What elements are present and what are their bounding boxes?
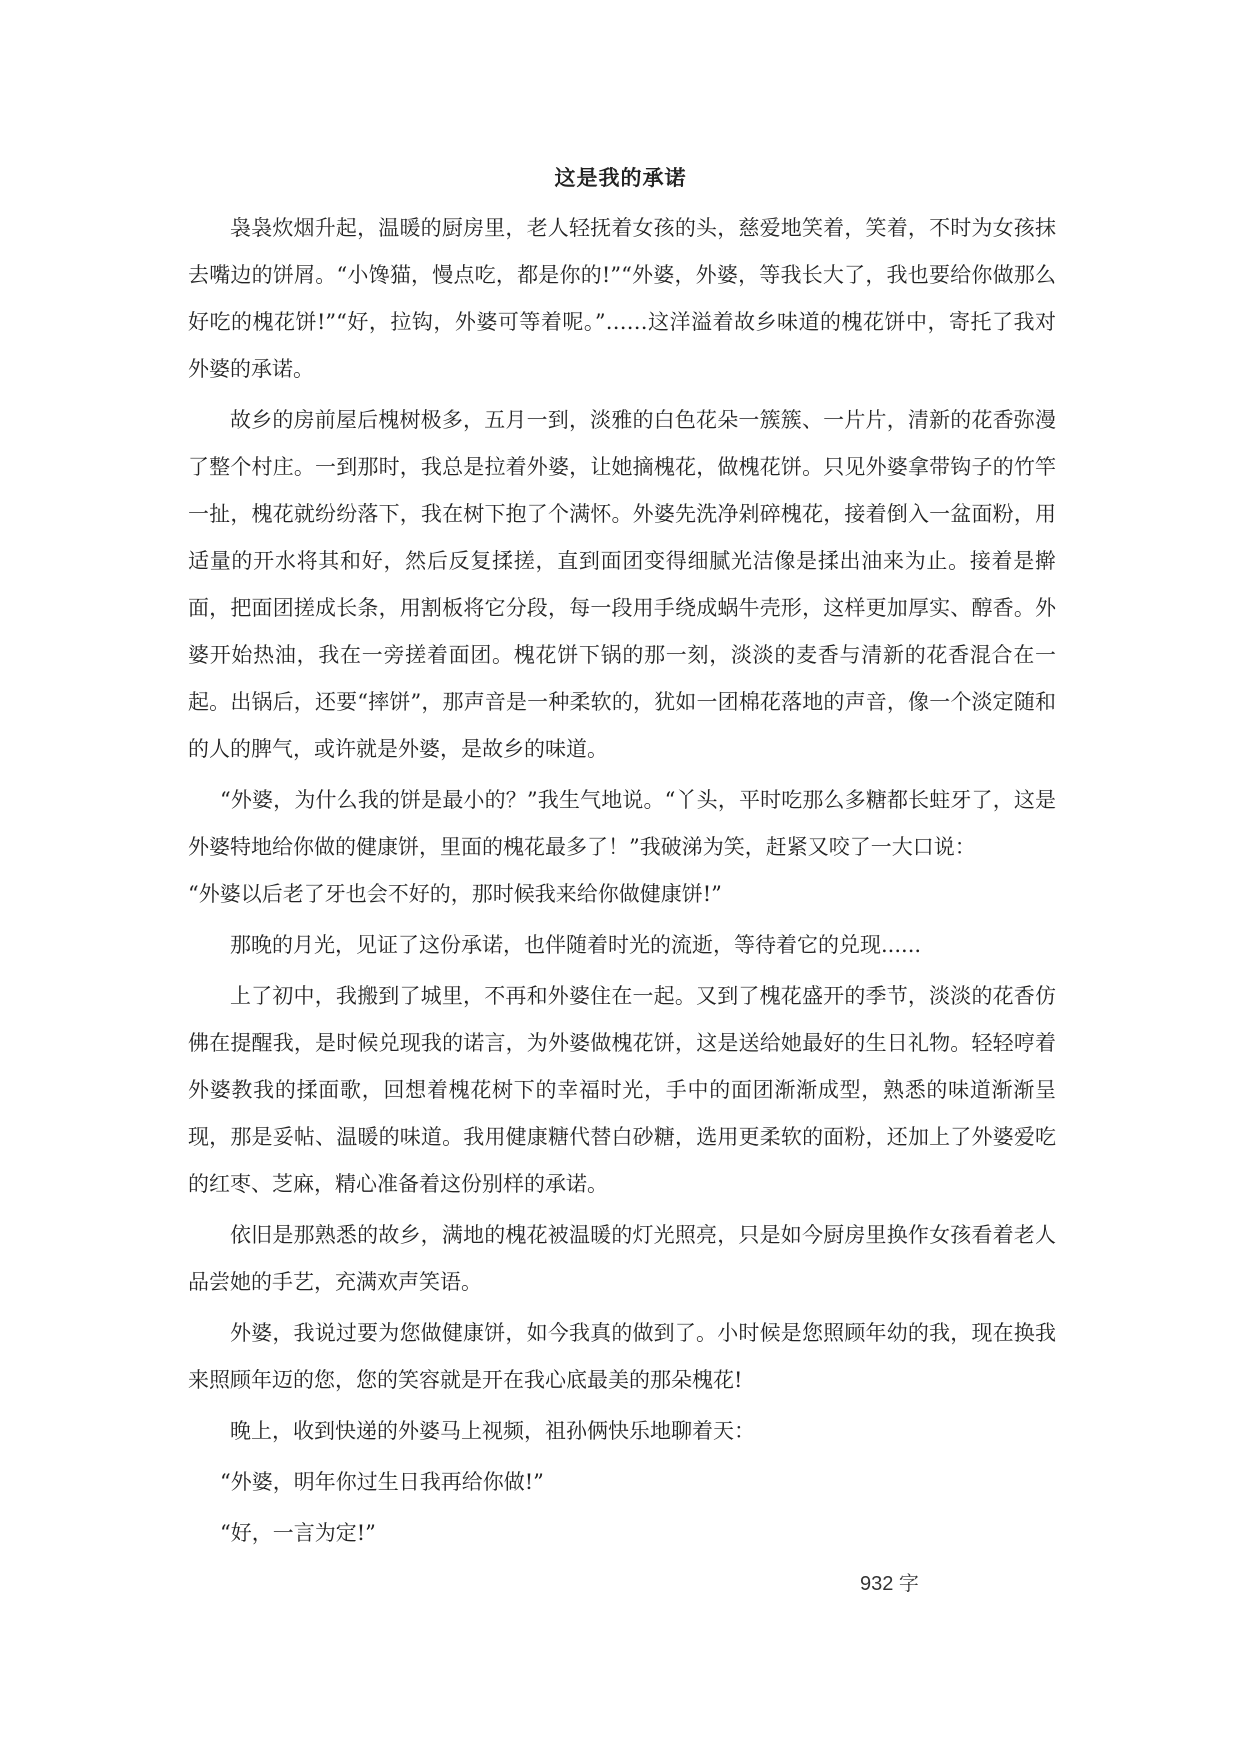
paragraph-10: “外婆，明年你过生日我再给你做!” (220, 1470, 544, 1494)
paragraph-5: 那晚的月光，见证了这份承诺，也伴随着时光的流逝，等待着它的兑现...... (230, 933, 922, 957)
paragraph-6: 上了初中，我搬到了城里，不再和外婆住在一起。又到了槐花盛开的季节，淡淡的花香仿佛在提醒我，是时候兑现我的诺言，为外婆做槐花饼，这是送给她最好的生日礼物。轻轻哼着外婆教我的揉面歌，回想着槐花树下的幸福时光，手中的面团渐渐成型，熟悉的味道渐渐呈现，那是妥帖、温暖的味道。我用健康糖代替白砂糖，选用更柔软的面粉，还加上了外婆爱吃的红枣、芝麻，精心准备着这份别样的承诺。 (188, 984, 1056, 1196)
essay-body (188, 205, 1056, 1561)
paragraph-4: “外婆以后老了牙也会不好的，那时候我来给你做健康饼!” (188, 882, 722, 906)
paragraph-7: 依旧是那熟悉的故乡，满地的槐花被温暖的灯光照亮，只是如今厨房里换作女孩看着老人品尝她的手艺，充满欢声笑语。 (188, 1223, 1056, 1294)
page-title: 这是我的承诺 (554, 165, 687, 190)
word-count: 932 字 (860, 1573, 919, 1595)
paragraph-2: 故乡的房前屋后槐树极多，五月一到，淡雅的白色花朵一簇簇、一片片，清新的花香弥漫了整个村庄。一到那时，我总是拉着外婆，让她摘槐花，做槐花饼。只见外婆拿带钩子的竹竿一扯，槐花就纷纷落下，我在树下抱了个满怀。外婆先洗净剁碎槐花，接着倒入一盆面粉，用适量的开水将其和好，然后反复揉搓，直到面团变得细腻光洁像是揉出油来为止。接着是擀面，把面团搓成长条，用割板将它分段，每一段用手绕成蜗牛壳形，这样更加厚实、醇香。外婆开始热油，我在一旁搓着面团。槐花饼下锅的那一刻，淡淡的麦香与清新的花香混合在一起。出锅后，还要“摔饼”，那声音是一种柔软的，犹如一团棉花落地的声音，像一个淡定随和的人的脾气，或许就是外婆，是故乡的味道。 (188, 408, 1056, 761)
paragraph-11: “好，一言为定!” (220, 1521, 376, 1545)
paragraph-8: 外婆，我说过要为您做健康饼，如今我真的做到了。小时候是您照顾年幼的我，现在换我来照顾年迈的您，您的笑容就是开在我心底最美的那朵槐花! (188, 1321, 1056, 1392)
paragraph-1: 袅袅炊烟升起，温暖的厨房里，老人轻抚着女孩的头，慈爱地笑着，笑着，不时为女孩抹去嘴边的饼屑。“小馋猫，慢点吃，都是你的!”“外婆，外婆，等我长大了，我也要给你做那么好吃的槐花饼!”“好，拉钩，外婆可等着呢。”……这洋溢着故乡味道的槐花饼中，寄托了我对外婆的承诺。 (188, 216, 1056, 381)
paragraph-9: 晚上，收到快递的外婆马上视频，祖孙俩快乐地聊着天： (230, 1419, 755, 1443)
paragraph-3: “外婆，为什么我的饼是最小的？”我生气地说。“丫头，平时吃那么多糖都长蛀牙了，这是外婆特地给你做的健康饼，里面的槐花最多了！”我破涕为笑，赶紧又咬了一大口说： (188, 788, 1056, 859)
